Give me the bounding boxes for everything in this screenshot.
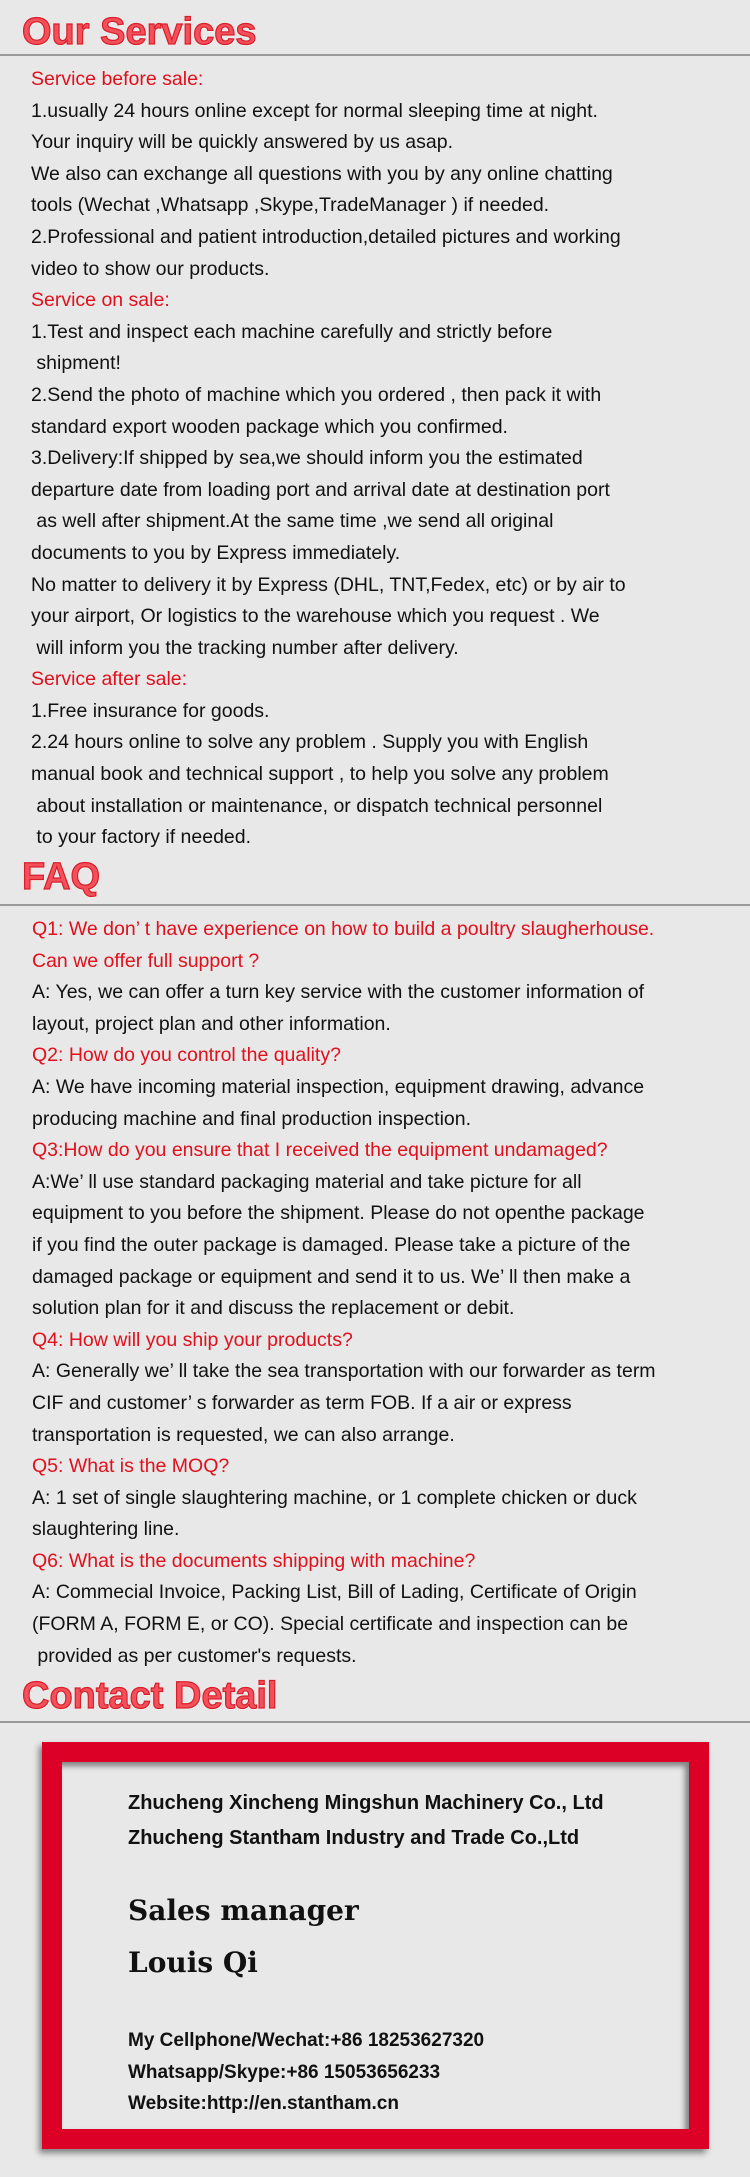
services-line: 1.Test and inspect each machine carefully and strictly before	[31, 320, 553, 343]
faq-list	[32, 914, 747, 1672]
services-line: 3.Delivery:If shipped by sea,we should inform you the estimated	[31, 447, 583, 470]
faq-line: CIF and customer’ s forwarder as term FOB. If a air or express	[32, 1391, 572, 1414]
services-line: your airport, Or logistics to the warehouse which you request . We	[31, 605, 600, 628]
faq-line: layout, project plan and other information.	[32, 1012, 391, 1035]
services-line: 1.Free insurance for goods.	[31, 699, 270, 722]
services-line: to your factory if needed.	[31, 826, 252, 849]
divider	[0, 1721, 750, 1723]
services-line: departure date from loading port and arrival date at destination port	[31, 478, 610, 501]
services-line: as well after shipment.At the same time ,we send all original	[31, 510, 554, 533]
faq-line: A: 1 set of single slaughtering machine, or 1 complete chicken or duck	[32, 1486, 637, 1509]
services-line: 2.24 hours online to solve any problem . Supply you with English	[31, 731, 589, 754]
faq-line: provided as per customer's requests.	[32, 1644, 357, 1667]
divider	[0, 54, 750, 56]
services-line: will inform you the tracking number after delivery.	[31, 636, 459, 659]
divider	[0, 904, 750, 906]
faq-line: A:We’ ll use standard packaging material and take picture for all	[32, 1170, 582, 1193]
faq-line: solution plan for it and discuss the replacement or debit.	[32, 1297, 515, 1320]
contact-website[interactable]: Website:http://en.stantham.cn	[128, 2093, 399, 2114]
contact-title: Contact Detail	[22, 1675, 278, 1717]
faq-line: A: Commecial Invoice, Packing List, Bill of Lading, Certificate of Origin	[32, 1581, 637, 1604]
faq-line: transportation is requested, we can also arrange.	[32, 1423, 455, 1446]
faq-heading: Q4: How will you ship your products?	[32, 1328, 353, 1351]
services-line: We also can exchange all questions with you by any online chatting	[31, 162, 613, 185]
faq-line: equipment to you before the shipment. Please do not openthe package	[32, 1202, 645, 1225]
services-heading: Service before sale:	[31, 68, 204, 90]
faq-title: FAQ	[22, 856, 101, 898]
faq-line: slaughtering line.	[32, 1518, 180, 1541]
faq-line: producing machine and final production inspection.	[32, 1107, 472, 1130]
contact-card	[42, 1742, 709, 2149]
faq-heading: Q5: What is the MOQ?	[32, 1455, 230, 1478]
services-line: tools (Wechat ,Whatsapp ,Skype,TradeManager ) if needed.	[31, 194, 550, 217]
services-line: about installation or maintenance, or dispatch technical personnel	[31, 794, 603, 817]
faq-heading: Q3:How do you ensure that I received the equipment undamaged?	[32, 1139, 608, 1162]
services-heading: Service after sale:	[31, 668, 188, 691]
faq-heading: Q6: What is the documents shipping with machine?	[32, 1549, 476, 1572]
company-name-1: Zhucheng Xincheng Mingshun Machinery Co., Ltd	[128, 1792, 604, 1814]
faq-line: A: We have incoming material inspection, equipment drawing, advance	[32, 1075, 645, 1098]
contact-role: Sales manager	[128, 1894, 359, 1927]
services-title: Our Services	[22, 11, 257, 53]
services-line: 2.Professional and patient introduction,detailed pictures and working	[31, 225, 621, 248]
faq-line: (FORM A, FORM E, or CO). Special certificate and inspection can be	[32, 1613, 629, 1636]
services-line: standard export wooden package which you confirmed.	[31, 415, 508, 438]
services-line: 2.Send the photo of machine which you ordered , then pack it with	[31, 383, 602, 406]
services-line: No matter to delivery it by Express (DHL, TNT,Fedex, etc) or by air to	[31, 573, 626, 596]
faq-line: damaged package or equipment and send it to us. We’ ll then make a	[32, 1265, 631, 1288]
services-line: shipment!	[31, 352, 121, 375]
services-line: Your inquiry will be quickly answered by us asap.	[31, 131, 454, 154]
company-name-2: Zhucheng Stantham Industry and Trade Co.,Ltd	[128, 1827, 580, 1849]
services-line: manual book and technical support , to help you solve any problem	[31, 763, 609, 786]
faq-line: A: Yes, we can offer a turn key service with the customer information of	[32, 981, 645, 1004]
services-list	[31, 64, 746, 854]
contact-cellphone: My Cellphone/Wechat:+86 18253627320	[128, 2030, 485, 2051]
faq-heading: Q1: We don’ t have experience on how to build a poultry slaugherhouse.	[32, 918, 655, 940]
services-line: 1.usually 24 hours online except for normal sleeping time at night.	[31, 99, 598, 122]
faq-heading: Can we offer full support ?	[32, 949, 260, 972]
faq-heading: Q2: How do you control the quality?	[32, 1044, 341, 1067]
services-line: video to show our products.	[31, 257, 270, 280]
faq-line: if you find the outer package is damaged. Please take a picture of the	[32, 1233, 631, 1256]
contact-whatsapp: Whatsapp/Skype:+86 15053656233	[128, 2062, 441, 2083]
faq-line: A: Generally we’ ll take the sea transportation with our forwarder as term	[32, 1360, 656, 1383]
services-line: documents to you by Express immediately.	[31, 541, 401, 564]
contact-name: Louis Qi	[128, 1946, 258, 1979]
services-heading: Service on sale:	[31, 289, 170, 312]
